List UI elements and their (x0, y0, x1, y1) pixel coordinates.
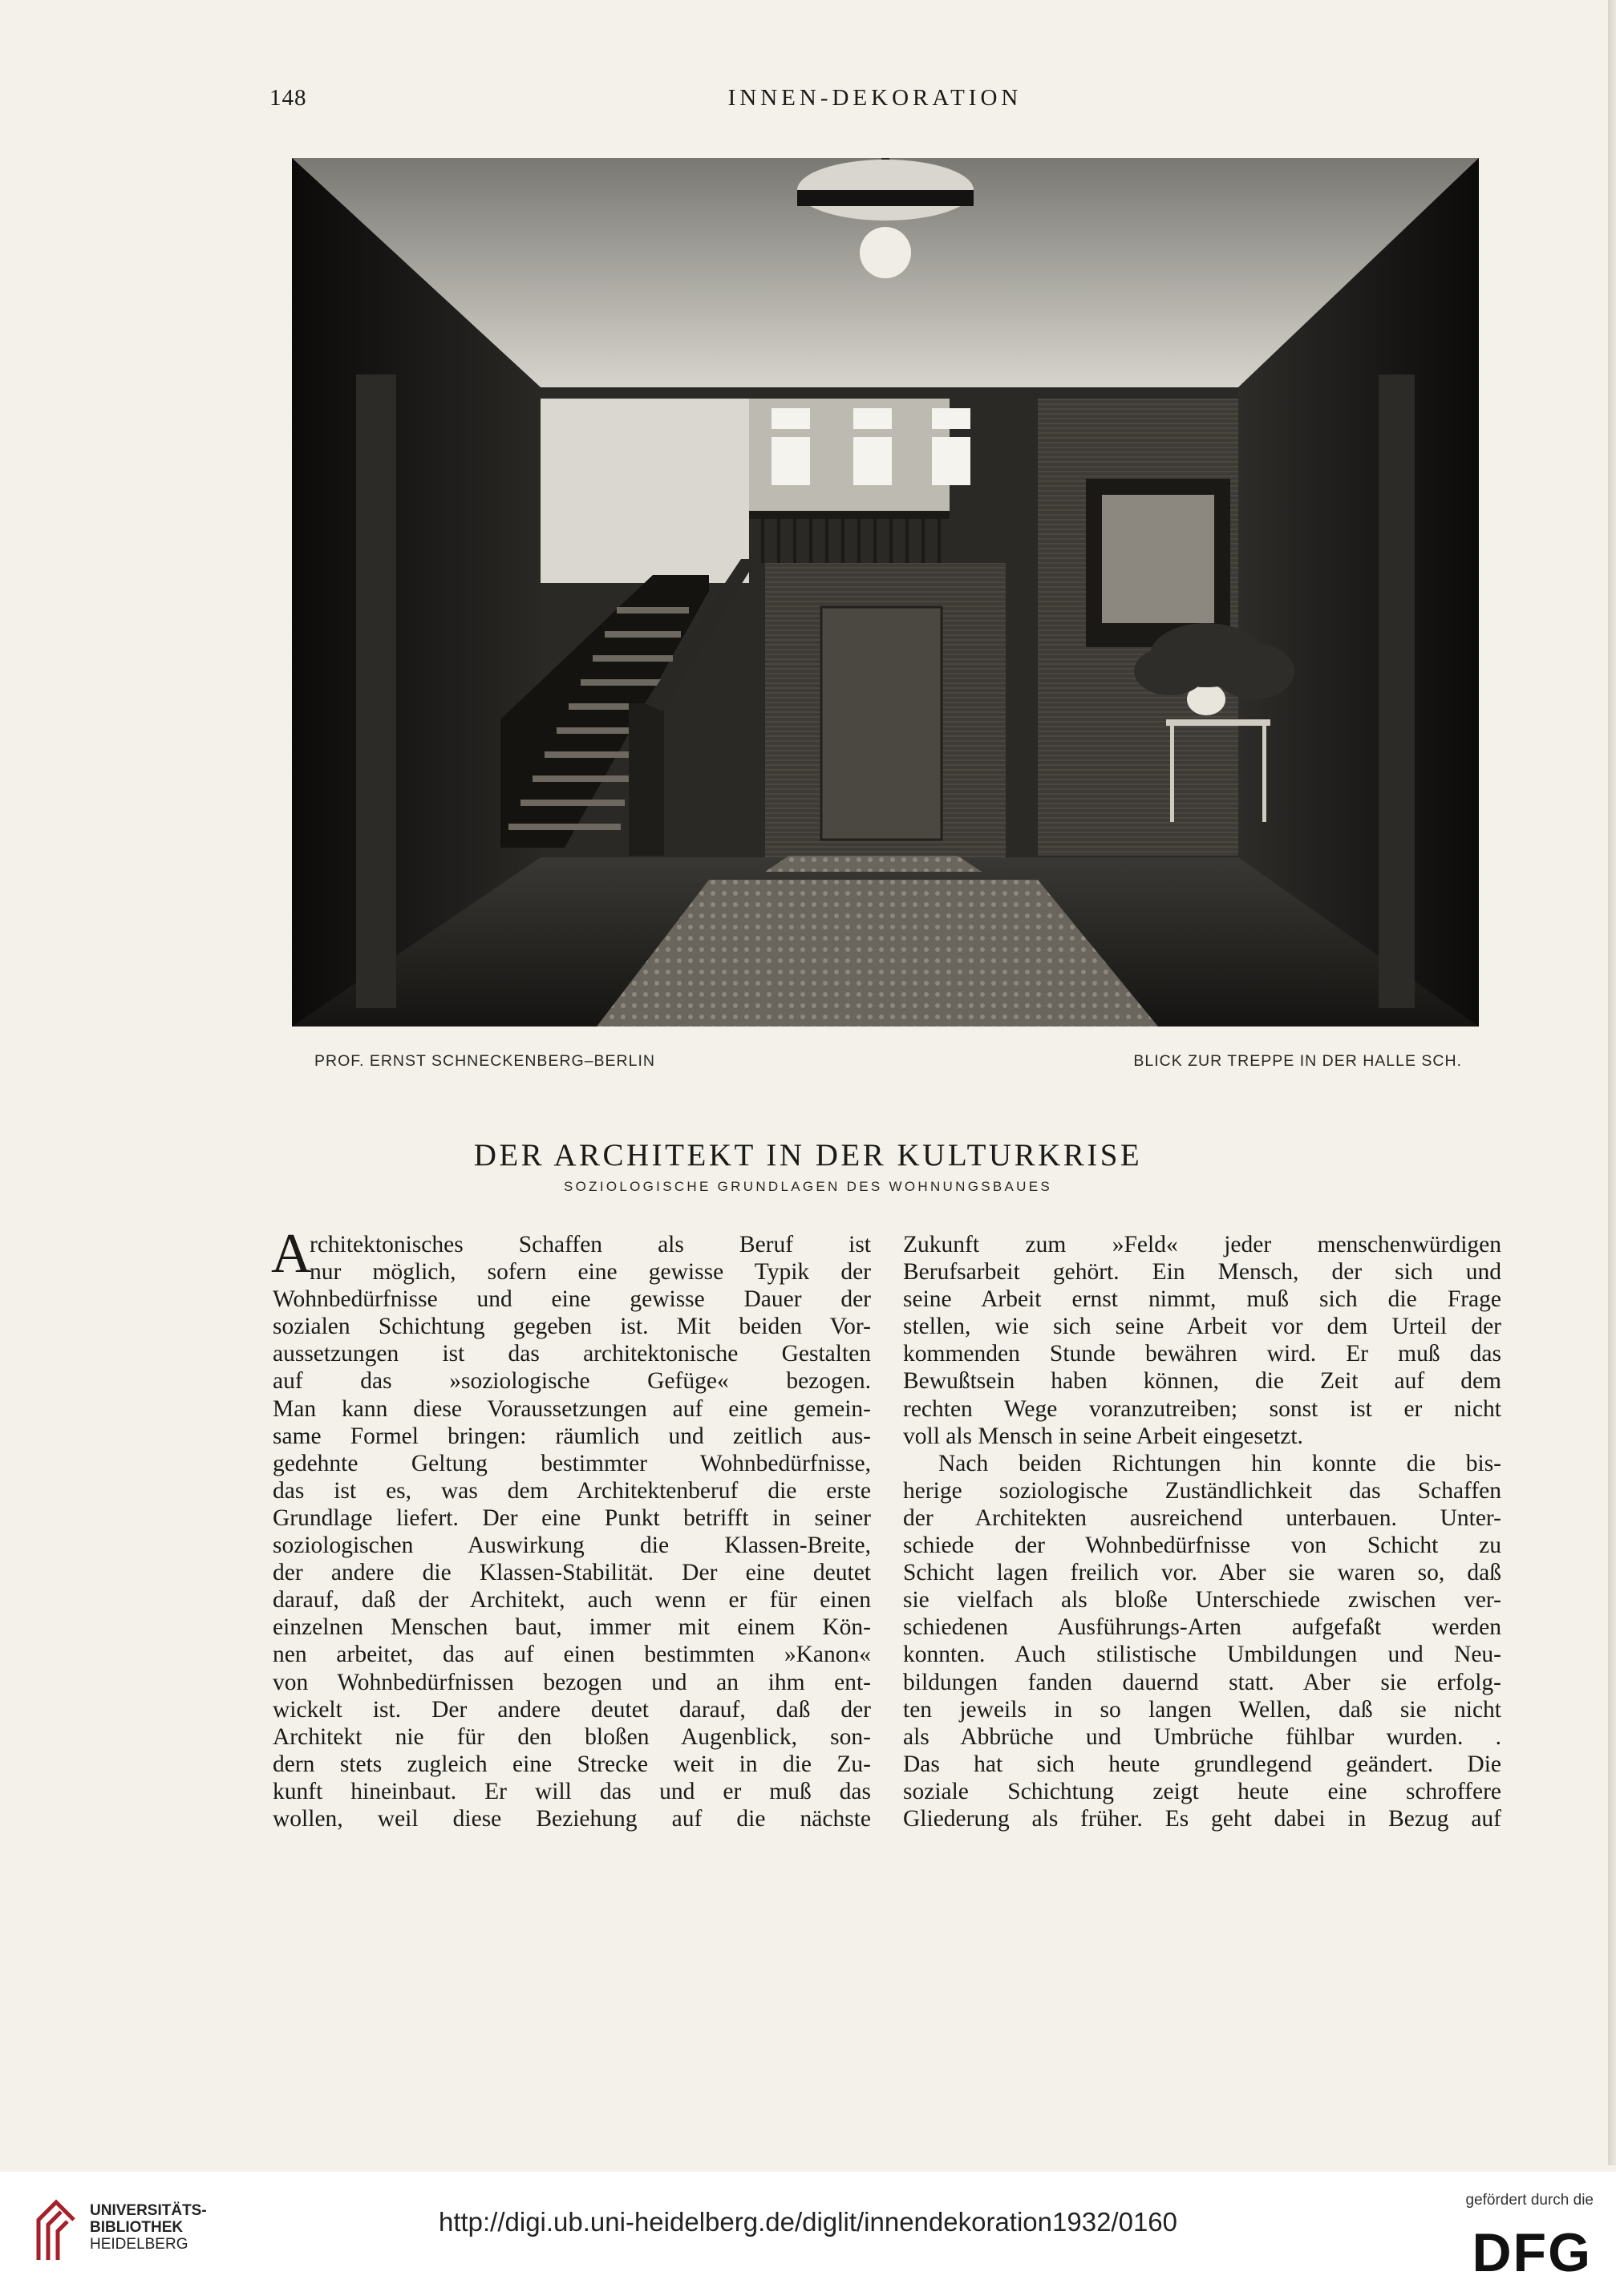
text-line-content: rchitektonisches Schaffen als Beruf ist (310, 1232, 871, 1257)
text-line: Architekt nie für den bloßen Augenblick, son- (273, 1723, 871, 1750)
text-line: nur möglich, sofern eine gewisse Typik der (310, 1259, 871, 1286)
text-line: same Formel bringen: räumlich und zeitlich aus- (273, 1423, 871, 1449)
text-line: wickelt ist. Der andere deutet darauf, daß der (273, 1696, 871, 1723)
text-line: der andere die Klassen-Stabilität. Der eine deutet (273, 1560, 871, 1586)
hall-staircase-photo (292, 158, 1479, 1027)
text-line: sozialen Schichtung gegeben ist. Mit beiden Vor- (273, 1314, 871, 1340)
text-line: von Wohnbedürfnissen bezogen und an ihm ent- (273, 1669, 871, 1695)
text-line: Man kann diese Voraussetzungen auf eine gemein- (273, 1395, 871, 1422)
photo-credit: PROF. ERNST SCHNECKENBERG–BERLIN (314, 1052, 655, 1070)
text-line: kunft hineinbaut. Er will das und er muß das (273, 1778, 871, 1804)
text-line: stellen, wie sich seine Arbeit vor dem Urteil der (903, 1314, 1501, 1340)
right-text-column (903, 1231, 1501, 1832)
text-line: voll als Mensch in seine Arbeit eingesetzt. (903, 1423, 1303, 1449)
article-title: DER ARCHITEKT IN DER KULTURKRISE (473, 1138, 1143, 1172)
text-line: konnten. Auch stilistische Umbildungen und Neu- (903, 1642, 1501, 1668)
page-edge (1608, 0, 1616, 2165)
text-line: das ist es, was dem Architektenberuf die erste (273, 1477, 871, 1504)
text-line: sie vielfach als bloße Unterschiede zwischen ver- (903, 1587, 1501, 1614)
text-line: seine Arbeit ernst nimmt, muß sich die Frage (903, 1286, 1501, 1313)
text-line: Grundlage liefert. Der eine Punkt betrifft in seiner (273, 1504, 871, 1531)
text-line: der Architekten ausreichend unterbauen. Unter- (903, 1504, 1501, 1531)
text-line: gedehnte Geltung bestimmter Wohnbedürfnisse, (273, 1450, 871, 1476)
drop-cap: A (271, 1223, 312, 1285)
journal-title: INNEN-DEKORATION (727, 85, 1023, 111)
text-line: wollen, weil diese Beziehung auf die nächste (273, 1805, 871, 1832)
article-subtitle: SOZIOLOGISCHE GRUNDLAGEN DES WOHNUNGSBAUES (563, 1179, 1052, 1194)
text-line: soziologischen Auswirkung die Klassen-Breite, (273, 1533, 871, 1559)
text-line: auf das »soziologische Gefüge« bezogen. (273, 1368, 871, 1395)
text-line: Gliederung als früher. Es geht dabei in Bezug auf (903, 1805, 1501, 1832)
text-line: schiedenen Ausführungs-Arten aufgefaßt werden (903, 1614, 1501, 1641)
library-name-line: BIBLIOTHEK (90, 2219, 184, 2236)
text-line: Das hat sich heute grundlegend geändert. Die (903, 1751, 1501, 1777)
photo-caption: BLICK ZUR TREPPE IN DER HALLE SCH. (1133, 1052, 1462, 1070)
text-line: Wohnbedürfnisse und eine gewisse Dauer der (273, 1286, 871, 1313)
text-line: bildungen fanden dauernd statt. Aber sie erfolg- (903, 1669, 1501, 1695)
text-line: darauf, daß der Architekt, auch wenn er für einen (273, 1587, 871, 1614)
text-line: aussetzungen ist das architektonische Gestalten (273, 1341, 871, 1367)
text-line: dern stets zugleich eine Strecke weit in die Zu- (273, 1751, 871, 1777)
text-line: Schicht lagen freilich vor. Aber sie waren so, daß (903, 1560, 1501, 1586)
page-number: 148 (269, 85, 307, 111)
text-line: rechten Wege voranzutreiben; sonst ist er nicht (903, 1395, 1501, 1422)
text-line: einzelnen Menschen baut, immer mit einem Kön- (273, 1614, 871, 1641)
left-text-column (271, 1223, 871, 1832)
running-head (269, 85, 1480, 117)
source-url-link[interactable]: http://digi.ub.uni-heidelberg.de/diglit/innendekoration1932/0160 (438, 2207, 1178, 2237)
text-line: herige soziologische Zuständlichkeit das Schaffen (903, 1477, 1501, 1504)
library-name-line: HEIDELBERG (90, 2236, 188, 2253)
library-name-line: UNIVERSITÄTS- (90, 2202, 207, 2219)
text-line: Nach beiden Richtungen hin konnte die bis- (938, 1450, 1501, 1476)
text-line: soziale Schichtung zeigt heute eine schroffere (903, 1778, 1501, 1804)
dfg-logo[interactable]: DFG (1472, 2222, 1592, 2283)
text-line: kommenden Stunde bewähren wird. Er muß das (903, 1341, 1501, 1367)
text-line: schiede der Wohnbedürfnisse von Schicht zu (903, 1533, 1501, 1559)
text-line: Berufsarbeit gehört. Ein Mensch, der sich und (903, 1259, 1501, 1286)
text-line: als Abbrüche und Umbrüche fühlbar wurden. . (903, 1723, 1501, 1750)
text-line: Zukunft zum »Feld« jeder menschenwürdigen (903, 1232, 1501, 1257)
funded-by-label: gefördert durch die (1465, 2192, 1594, 2209)
text-line: Bewußtsein haben können, die Zeit auf dem (903, 1368, 1501, 1395)
text-line: nen arbeitet, das auf einen bestimmten »Kanon« (273, 1642, 871, 1668)
text-line: ten jeweils in so langen Wellen, daß sie nicht (903, 1696, 1501, 1723)
